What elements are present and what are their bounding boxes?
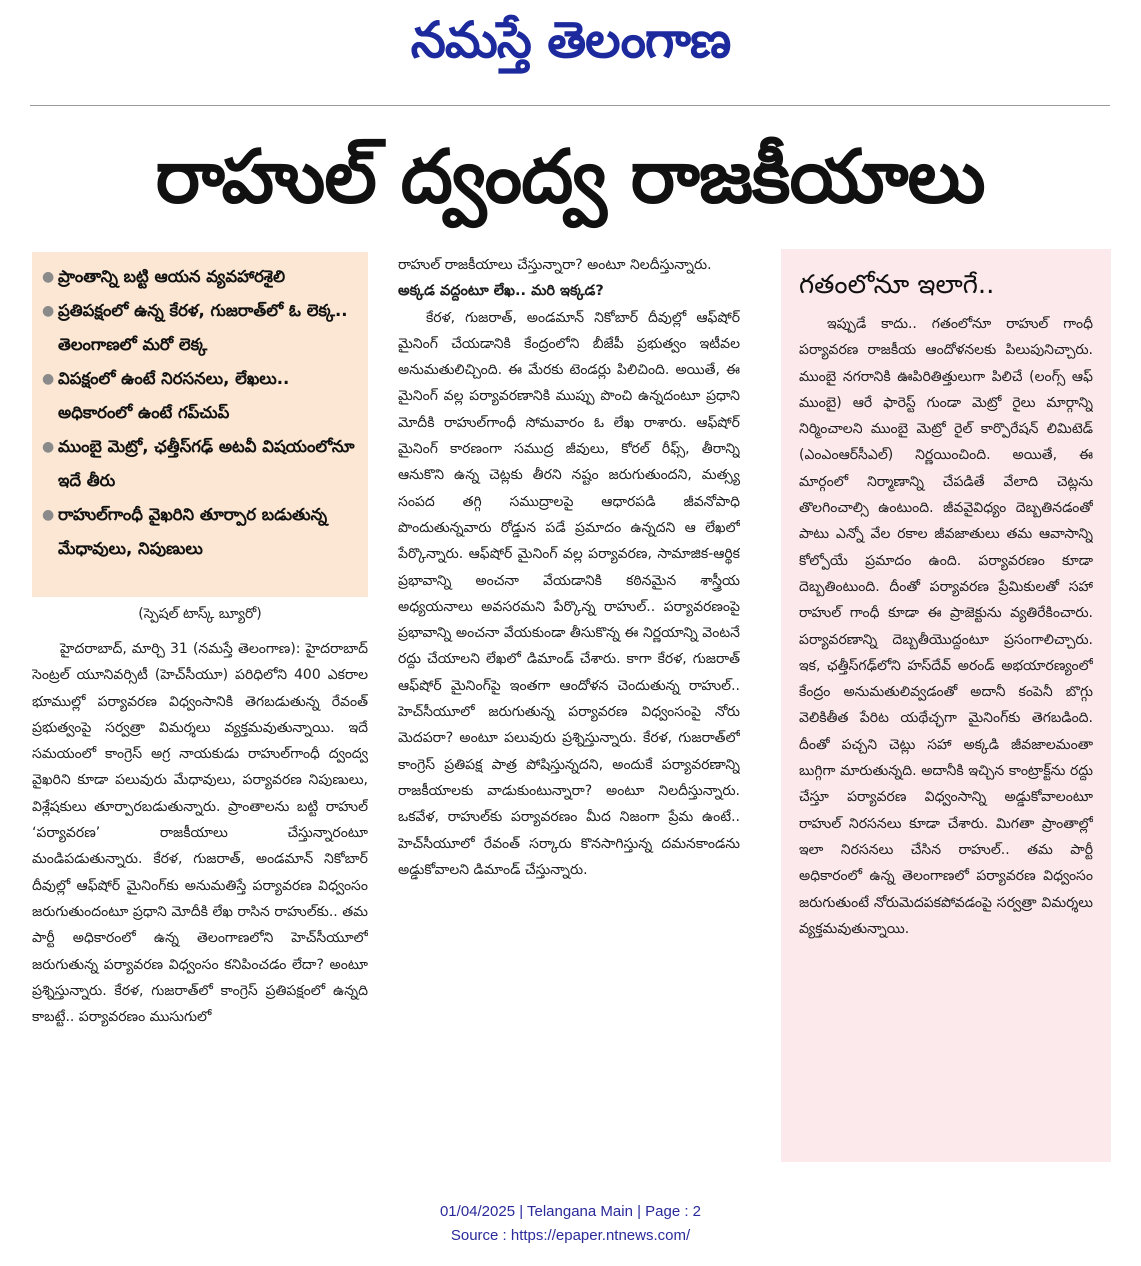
highlight-item: ● విపక్షంలో ఉంటే నిరసనలు, లేఖలు.. అధికారంలో ఉంటే గప్‌చుప్	[42, 362, 360, 430]
bullet-icon: ●	[42, 269, 55, 285]
article-paragraph: హైదరాబాద్, మార్చి 31 (నమస్తే తెలంగాణ): హైదరాబాద్ సెంట్రల్ యూనివర్సిటీ (హెచ్‌సీయూ) పరిధిలోని 400 ఎకరాల భూముల్లో పర్యావరణ విధ్వంసానికి తెగబడుతున్న రేవంత్ ప్రభుత్వంపై సర్వత్రా విమర్శలు వ్యక్తమవుతున్నాయి. ఇదే సమయంలో కాంగ్రెస్ అగ్ర నాయకుడు రాహుల్‌గాంధీ ద్వంద్వ వైఖరిని కూడా పలువురు మేధావులు, పర్యావరణ నిపుణులు, విశ్లేషకులు తూర్పారబడుతున్నారు. ప్రాంతాలను బట్టి రాహుల్ ‘పర్యావరణ’ రాజకీయాలు చేస్తున్నారంటూ మండిపడుతున్నారు. కేరళ, గుజరాత్, అండమాన్ నికోబార్ దీవుల్లో ఆఫ్‌షోర్ మైనింగ్‌కు అనుమతిస్తే పర్యావరణ విధ్వంసం జరుగుతుందంటూ ప్రధాని మోదీకి లేఖ రాసిన రాహుల్‌కు.. తమ పార్టీ అధికారంలో ఉన్న తెలంగాణలోని హెచ్‌సీయూలో జరుగుతున్న పర్యావరణ విధ్వంసం కనిపించడం లేదా? అంటూ ప్రశ్నిస్తున్నారు. కేరళ, గుజరాత్‌లో కాంగ్రెస్ ప్రతిపక్షంలో ఉన్నది కాబట్టే.. పర్యావరణం ముసుగులో	[32, 641, 368, 1026]
article-paragraph: కేరళ, గుజరాత్, అండమాన్ నికోబార్ దీవుల్లో ఆఫ్‌షోర్ మైనింగ్ చేయడానికి కేంద్రంలోని బీజేపీ ప్రభుత్వం ఇటీవల అనుమతులిచ్చింది. ఈ మేరకు టెండర్లు పిలిచింది. అయితే, ఈ మైనింగ్ వల్ల పర్యావరణానికి ముప్పు పొంచి ఉన్నదంటూ ప్రధాని మోదీకి రాహుల్‌గాంధీ సోమవారం ఓ లేఖ రాశారు. ఆఫ్‌షోర్ మైనింగ్ కారణంగా సముద్ర జీవులు, కోరల్ రీఫ్స్, తీరాన్ని ఆనుకొని ఉన్న చెట్లకు తీరని నష్టం జరుగుతుందని, మత్స్య సంపద తగ్గి సముద్రాలపై ఆధారపడి జీవనోపాధి పొందుతున్నవారు రోడ్డున పడే ప్రమాదం ఉన్నదని ఆ లేఖలో పేర్కొన్నారు. ఆఫ్‌షోర్ మైనింగ్ వల్ల పర్యావరణ, సామాజిక-ఆర్థిక ప్రభావాన్ని అంచనా వేయడానికి కఠినమైన శాస్త్రీయ అధ్యయనాలు అవసరమని పేర్కొన్న రాహుల్.. పర్యావరణంపై ప్రభావాన్ని అంచనా వేయకుండా తీసుకొన్న ఈ నిర్ణయాన్ని వెంటనే రద్దు చేయాలని లేఖలో డిమాండ్ చేశారు. కాగా కేరళ, గుజరాత్ ఆఫ్‌షోర్ మైనింగ్‌పై ఇంతగా ఆందోళన చెందుతున్న రాహుల్.. హెచ్‌సీయూలో జరుగుతున్న పర్యావరణ విధ్వంసంపై నోరు మెదపరా? అంటూ పలువురు ప్రశ్నిస్తున్నారు. కేరళ, గుజరాత్‌లో కాంగ్రెస్ ప్రతిపక్ష పాత్ర పోషిస్తున్నదని, అందుకే పర్యావరణాన్ని రాజకీయాలకు వాడుకుంటున్నారా? అంటూ నిలదీస్తున్నారు. ఒకవేళ, రాహుల్‌కు పర్యావరణం మీద నిజంగా ప్రేమ ఉంటే.. హెచ్‌సీయూలో రేవంత్ సర్కారు కొనసాగిస్తున్న దమనకాండను అడ్డుకోవాలని డిమాండ్ చేస్తున్నారు.	[398, 309, 740, 878]
highlight-item: ● ప్రతిపక్షంలో ఉన్న కేరళ, గుజరాత్‌లో ఓ లెక్క.. తెలంగాణలో మరో లెక్క	[42, 294, 360, 362]
sidebar-paragraph: ఇప్పుడే కాదు.. గతంలోనూ రాహుల్ గాంధీ పర్యావరణ రాజకీయ ఆందోళనలకు పిలుపునిచ్చారు. ముంబై నగరానికి ఊపిరితిత్తులుగా పిలిచే (లంగ్స్ ఆఫ్ ముంబై) ఆరే ఫారెస్ట్ గుండా మెట్రో రైలు మార్గాన్ని నిర్మించాలని ముంబై మెట్రో రైల్ కార్పొరేషన్ లిమిటెడ్ (ఎంఎంఆర్‌సీఎల్) నిర్ణయించింది. అయితే, ఈ మార్గంలో నిర్మాణాన్ని చేపడితే వేలాది చెట్లను తొలగించాల్సి ఉంటుంది. జీవవైవిధ్యం దెబ్బతినడంతో పాటు ఎన్నో వేల రకాల జీవజాతులు తమ ఆవాసాన్ని కోల్పోయే ప్రమాదం ఉంది. పర్యావరణం కూడా దెబ్బతింటుంది. దీంతో పర్యావరణ ప్రేమికులతో సహా రాహుల్ గాంధీ కూడా ఈ ప్రాజెక్టును వ్యతిరేకించారు. పర్యావరణాన్ని దెబ్బతీయొద్దంటూ ప్రసంగాలిచ్చారు. ఇక, ఛత్తీస్‌గఢ్‌లోని హస్‌దేవ్ అరండ్ అభయారణ్యంలో కేంద్రం అనుమతులివ్వడంతో అదానీ కంపెనీ బొగ్గు వెలికితీత పేరిట యథేచ్ఛగా మైనింగ్‌కు తెగబడింది. దీంతో పచ్చని చెట్లు సహా అక్కడి జీవజాలమంతా బుగ్గిగా మారుతున్నది. అదానీకి ఇచ్చిన కాంట్రాక్ట్‌ను రద్దు చేస్తూ పర్యావరణ విధ్వంసాన్ని అడ్డుకోవాలంటూ రాహుల్ నిరసనలు కూడా చేశారు. మిగతా ప్రాంతాల్లో ఇలా నిరసనలు చేసిన రాహుల్.. తమ పార్టీ అధికారంలో ఉన్న తెలంగాణలో పర్యావరణ విధ్వంసం జరుగుతుంటే నోరుమెదపకపోవడంపై సర్వత్రా విమర్శలు వ్యక్తమవుతున్నాయి.	[799, 316, 1093, 937]
headline: రాహుల్ ద్వంద్వ రాజకీయాలు	[155, 134, 985, 220]
highlight-item: ● రాహుల్‌గాంధీ వైఖరిని తూర్పార బడుతున్న మేధావులు, నిపుణులు	[42, 498, 360, 566]
masthead	[0, 0, 1141, 92]
article-paragraph: రాహుల్ రాజకీయాలు చేస్తున్నారా? అంటూ నిలదీస్తున్నారు.	[398, 257, 712, 273]
bullet-icon: ●	[42, 439, 55, 455]
highlights-box	[32, 252, 368, 597]
masthead-divider	[30, 105, 1110, 106]
highlight-item: ● ముంబై మెట్రో, ఛత్తీస్‌గఢ్ అటవీ విషయంలోనూ ఇదే తీరు	[42, 430, 360, 498]
sidebar-box	[781, 249, 1111, 1162]
footer-source-link[interactable]: Source : https://epaper.ntnews.com/	[450, 1227, 691, 1244]
newspaper-logo: నమస్తే తెలంగాణ	[410, 10, 731, 69]
sidebar-body	[799, 311, 1093, 1131]
bullet-icon: ●	[42, 303, 55, 319]
bullet-icon: ●	[42, 371, 55, 387]
highlight-item: ● ప్రాంతాన్ని బట్టి ఆయన వ్యవహారశైలి	[42, 260, 360, 294]
byline: (స్పెషల్ టాస్క్ బ్యూరో)	[138, 606, 262, 622]
article-column-1	[32, 636, 368, 1166]
article-column-2	[398, 252, 740, 1168]
subheading: అక్కడ వద్దంటూ లేఖ.. మరి ఇక్కడ?	[398, 283, 604, 300]
bullet-icon: ●	[42, 507, 55, 523]
sidebar-title: గతంలోనూ ఇలాగే..	[799, 270, 995, 300]
footer-date-line: 01/04/2025 | Telangana Main | Page : 2	[439, 1203, 702, 1220]
